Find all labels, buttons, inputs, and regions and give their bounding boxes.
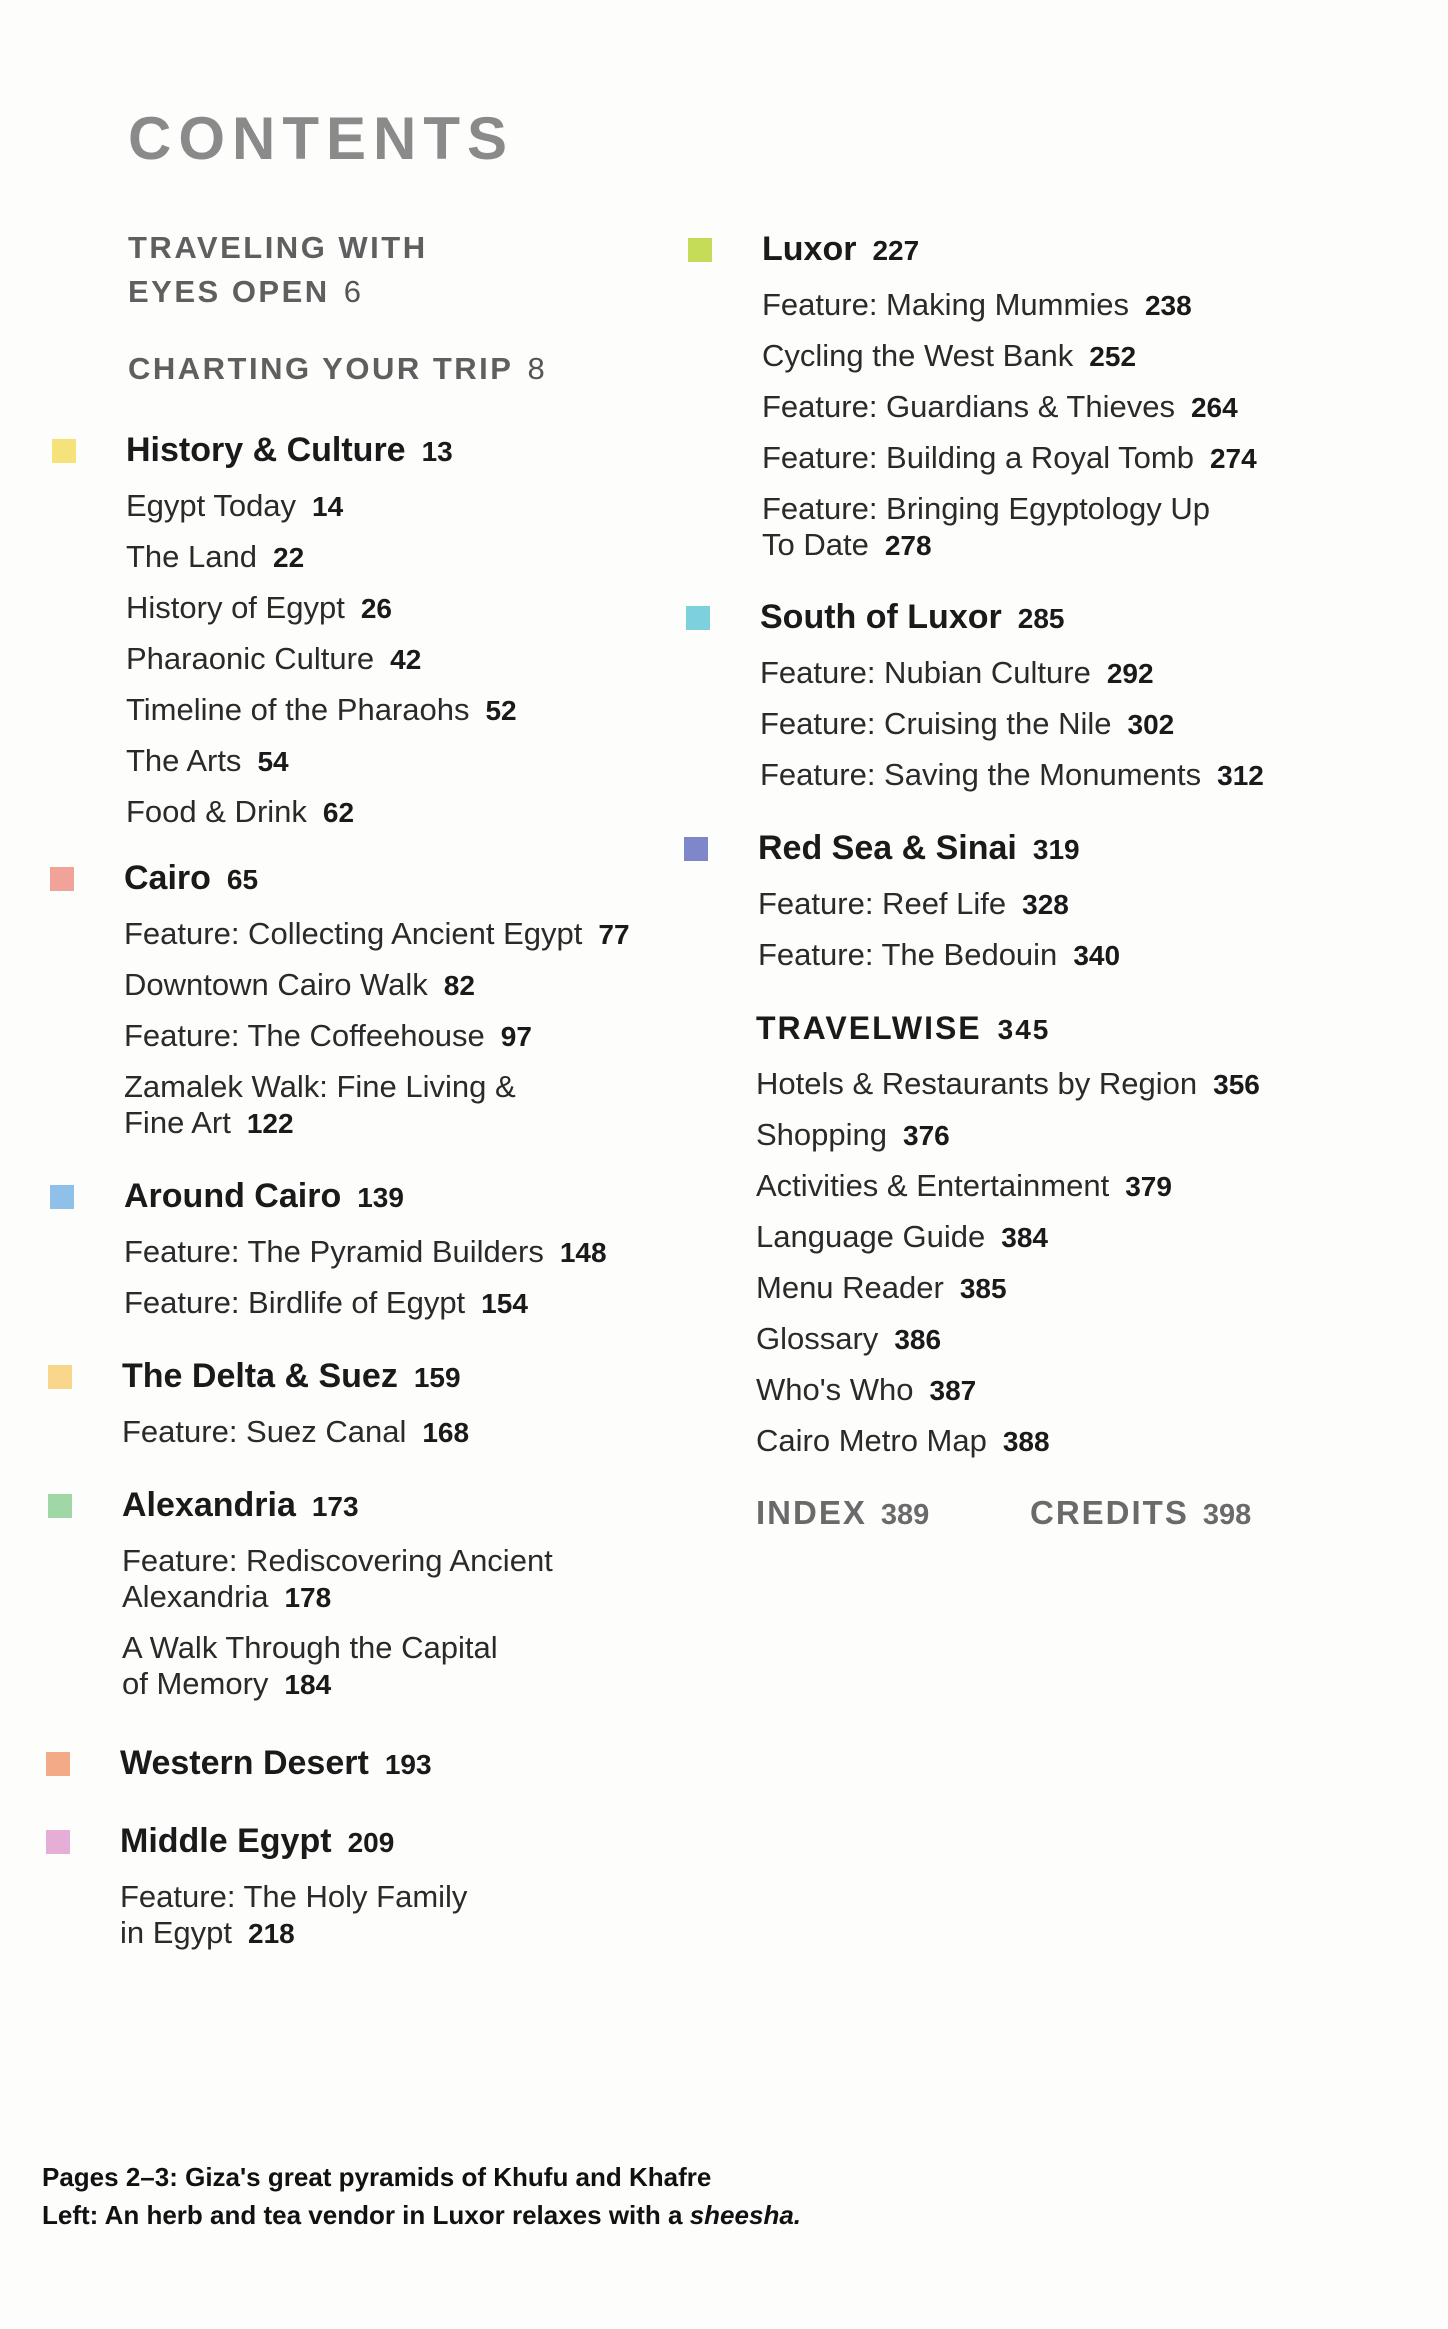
back-index[interactable] — [756, 1494, 929, 1532]
page-number: 328 — [1022, 889, 1069, 920]
page-number: 122 — [246, 1108, 294, 1139]
entry-text-cont: of Memory — [122, 1666, 269, 1701]
page-number: 218 — [248, 1918, 295, 1949]
section-body — [124, 855, 784, 1143]
page-number: 154 — [481, 1288, 528, 1319]
section-title: Western Desert — [120, 1744, 369, 1782]
toc-entry[interactable] — [124, 1284, 784, 1323]
front-charting-your-trip[interactable] — [128, 347, 545, 391]
toc-entry[interactable] — [124, 1233, 784, 1272]
entry-text: Shopping — [756, 1117, 888, 1152]
toc-entry[interactable] — [126, 691, 786, 730]
entry-text: Food & Drink — [126, 794, 307, 829]
page-number: 345 — [997, 1014, 1051, 1045]
front-label: CHARTING YOUR TRIP — [128, 351, 514, 386]
section-heading[interactable] — [762, 226, 1422, 274]
section-heading[interactable] — [760, 594, 1420, 642]
toc-entry[interactable] — [760, 654, 1420, 693]
page-number: 376 — [903, 1120, 950, 1151]
entry-text: Feature: Making Mummies — [762, 287, 1129, 322]
page-number: 6 — [343, 274, 361, 309]
toc-entry[interactable] — [758, 936, 1418, 975]
page-number: 13 — [421, 436, 453, 467]
page-number: 8 — [527, 351, 545, 386]
back-label: CREDITS — [1030, 1494, 1189, 1531]
entry-text: Feature: Bringing Egyptology Up — [762, 491, 1211, 526]
entry-text: A Walk Through the Capital — [122, 1630, 498, 1665]
section-color-marker — [46, 1752, 70, 1776]
page-number: 388 — [1002, 1426, 1050, 1457]
toc-entry[interactable] — [756, 1218, 1416, 1257]
section-heading[interactable] — [120, 1818, 780, 1866]
entry-text: Feature: Building a Royal Tomb — [762, 440, 1194, 475]
page-number: 14 — [312, 491, 344, 522]
toc-entry[interactable] — [756, 1320, 1416, 1359]
section-heading[interactable] — [756, 1005, 1416, 1053]
toc-entry[interactable] — [762, 388, 1422, 427]
entry-line2 — [122, 1578, 782, 1617]
page-number: 379 — [1125, 1171, 1172, 1202]
page-number: 26 — [360, 593, 392, 624]
photo-caption — [42, 2158, 801, 2234]
front-label-line2: EYES OPEN — [128, 274, 330, 309]
toc-entry[interactable] — [762, 439, 1422, 478]
entry-text: Downtown Cairo Walk — [124, 967, 428, 1002]
entry-text: Feature: Nubian Culture — [760, 655, 1091, 690]
toc-entry[interactable] — [126, 487, 786, 526]
section-heading[interactable] — [120, 1740, 780, 1788]
section-body — [760, 594, 1420, 795]
page-number: 386 — [894, 1324, 942, 1355]
section-title: Middle Egypt — [120, 1822, 332, 1860]
page-number: 209 — [347, 1827, 395, 1858]
section-heading[interactable] — [126, 427, 786, 475]
entry-text: Feature: The Bedouin — [758, 937, 1058, 972]
page-number: 139 — [357, 1182, 404, 1213]
page-number: 278 — [884, 530, 932, 561]
section-heading[interactable] — [758, 825, 1418, 873]
entry-text: Feature: Guardians & Thieves — [762, 389, 1175, 424]
entry-text-cont: Fine Art — [124, 1105, 231, 1140]
section-body — [758, 825, 1418, 975]
entry-text: Feature: Rediscovering Ancient — [122, 1543, 553, 1578]
entry-text-cont: in Egypt — [120, 1915, 233, 1950]
section-title: Around Cairo — [124, 1177, 342, 1215]
section-color-marker — [50, 867, 74, 891]
section-color-marker — [688, 238, 712, 262]
entry-text: Hotels & Restaurants by Region — [756, 1066, 1198, 1101]
toc-entry[interactable] — [762, 286, 1422, 325]
page-number: 398 — [1202, 1499, 1252, 1531]
toc-entry[interactable] — [120, 1878, 780, 1953]
page-number: 22 — [273, 542, 305, 573]
entry-text: Feature: The Holy Family — [120, 1879, 468, 1914]
section-body — [762, 226, 1422, 565]
page-number: 159 — [413, 1362, 461, 1393]
front-label-line1: TRAVELING WITH — [128, 230, 428, 265]
section-color-marker — [50, 1185, 74, 1209]
section-title: The Delta & Suez — [122, 1357, 398, 1395]
entry-text: Feature: Suez Canal — [122, 1414, 407, 1449]
toc-entry[interactable] — [126, 742, 786, 781]
back-label: INDEX — [756, 1494, 867, 1531]
toc-entry[interactable] — [126, 640, 786, 679]
entry-text: Feature: Cruising the Nile — [760, 706, 1112, 741]
entry-text: Menu Reader — [756, 1270, 944, 1305]
toc-entry[interactable] — [124, 966, 784, 1005]
entry-text: Activities & Entertainment — [756, 1168, 1110, 1203]
page-number: 389 — [880, 1499, 930, 1531]
toc-entry[interactable] — [756, 1116, 1416, 1155]
entry-text: Egypt Today — [126, 488, 297, 523]
entry-text: Feature: Reef Life — [758, 886, 1007, 921]
section-body — [120, 1740, 780, 1788]
entry-text: The Land — [126, 539, 257, 574]
section-color-marker — [48, 1494, 72, 1518]
page-number: 340 — [1073, 940, 1121, 971]
section-body — [756, 1005, 1416, 1461]
toc-entry[interactable] — [126, 793, 786, 832]
section-color-marker — [686, 606, 710, 630]
caption-line2: Left: An herb and tea vendor in Luxor relaxes with a — [42, 2200, 690, 2230]
entry-text: Feature: Birdlife of Egypt — [124, 1285, 466, 1320]
section-heading[interactable] — [122, 1482, 782, 1530]
section-title: TRAVELWISE — [756, 1010, 982, 1046]
toc-entry[interactable] — [760, 756, 1420, 795]
page-number: 82 — [443, 970, 475, 1001]
page-number: 65 — [226, 864, 259, 895]
page-number: 168 — [422, 1417, 470, 1448]
entry-text-cont: To Date — [762, 527, 869, 562]
front-traveling-eyes-open[interactable] — [128, 226, 428, 314]
page-number: 319 — [1032, 834, 1080, 865]
entry-text: The Arts — [126, 743, 242, 778]
back-credits[interactable] — [1030, 1494, 1251, 1532]
page-number: 148 — [559, 1237, 607, 1268]
section-color-marker — [48, 1365, 72, 1389]
toc-entry[interactable] — [126, 538, 786, 577]
entry-text: Zamalek Walk: Fine Living & — [124, 1069, 516, 1104]
toc-entry[interactable] — [756, 1065, 1416, 1104]
entry-text-cont: Alexandria — [122, 1579, 269, 1614]
entry-text: History of Egypt — [126, 590, 345, 625]
page-number: 62 — [322, 797, 355, 828]
entry-text: Feature: Saving the Monuments — [760, 757, 1202, 792]
toc-entry[interactable] — [756, 1371, 1416, 1410]
page-number: 285 — [1017, 603, 1065, 634]
entry-text: Feature: The Coffeehouse — [124, 1018, 485, 1053]
section-title: Luxor — [762, 230, 857, 268]
toc-entry[interactable] — [124, 1017, 784, 1056]
page-number: 252 — [1089, 341, 1137, 372]
entry-text: Cairo Metro Map — [756, 1423, 987, 1458]
entry-text: Language Guide — [756, 1219, 986, 1254]
entry-text: Timeline of the Pharaohs — [126, 692, 470, 727]
toc-entry[interactable] — [762, 490, 1422, 565]
section-body — [120, 1818, 780, 1953]
section-title: Cairo — [124, 859, 211, 897]
page-number: 238 — [1144, 290, 1192, 321]
entry-text: Glossary — [756, 1321, 879, 1356]
toc-entry[interactable] — [758, 885, 1418, 924]
entry-text: Cycling the West Bank — [762, 338, 1074, 373]
section-body — [122, 1353, 782, 1452]
page-number: 292 — [1106, 658, 1154, 689]
section-heading[interactable] — [122, 1353, 782, 1401]
page-number: 356 — [1213, 1069, 1260, 1100]
entry-line2 — [122, 1665, 782, 1704]
section-heading[interactable] — [124, 855, 784, 903]
entry-text: Pharaonic Culture — [126, 641, 375, 676]
toc-entry[interactable] — [124, 915, 784, 954]
page-title: CONTENTS — [128, 105, 514, 172]
section-body — [122, 1482, 782, 1704]
caption-line1: Pages 2–3: Giza's great pyramids of Khufu and Khafre — [42, 2162, 712, 2192]
page-number: 274 — [1209, 443, 1257, 474]
section-title: South of Luxor — [760, 598, 1002, 636]
entry-text: Who's Who — [756, 1372, 914, 1407]
page-number: 312 — [1217, 760, 1264, 791]
entry-text: Feature: Collecting Ancient Egypt — [124, 916, 583, 951]
toc-entry[interactable] — [756, 1269, 1416, 1308]
toc-entry[interactable] — [756, 1422, 1416, 1461]
toc-entry[interactable] — [756, 1167, 1416, 1206]
section-color-marker — [46, 1830, 70, 1854]
section-title: Alexandria — [122, 1486, 296, 1524]
section-title: Red Sea & Sinai — [758, 829, 1017, 867]
page-number: 52 — [485, 695, 517, 726]
caption-italic: sheesha. — [689, 2200, 802, 2230]
toc-entry[interactable] — [122, 1629, 782, 1704]
page-number: 384 — [1001, 1222, 1048, 1253]
page-number: 184 — [284, 1669, 332, 1700]
page-number: 178 — [284, 1582, 332, 1613]
section-body — [124, 1173, 784, 1323]
page-number: 227 — [872, 235, 920, 266]
section-heading[interactable] — [124, 1173, 784, 1221]
entry-line2 — [762, 526, 1422, 565]
entry-line2 — [124, 1104, 784, 1143]
page-number: 54 — [257, 746, 289, 777]
toc-entry[interactable] — [762, 337, 1422, 376]
page-number: 193 — [384, 1749, 432, 1780]
toc-entry[interactable] — [122, 1542, 782, 1617]
page-number: 264 — [1190, 392, 1238, 423]
toc-entry[interactable] — [122, 1413, 782, 1452]
entry-text: Feature: The Pyramid Builders — [124, 1234, 544, 1269]
page-number: 385 — [959, 1273, 1007, 1304]
toc-entry[interactable] — [760, 705, 1420, 744]
page-number: 97 — [500, 1021, 532, 1052]
section-color-marker — [52, 439, 76, 463]
page-number: 77 — [598, 919, 630, 950]
section-title: History & Culture — [126, 431, 406, 469]
section-color-marker — [684, 837, 708, 861]
entry-line2 — [120, 1914, 780, 1953]
page-number: 42 — [390, 644, 422, 675]
page-number: 173 — [311, 1491, 359, 1522]
page-number: 387 — [929, 1375, 977, 1406]
toc-entry[interactable] — [124, 1068, 784, 1143]
page-number: 302 — [1127, 709, 1175, 740]
